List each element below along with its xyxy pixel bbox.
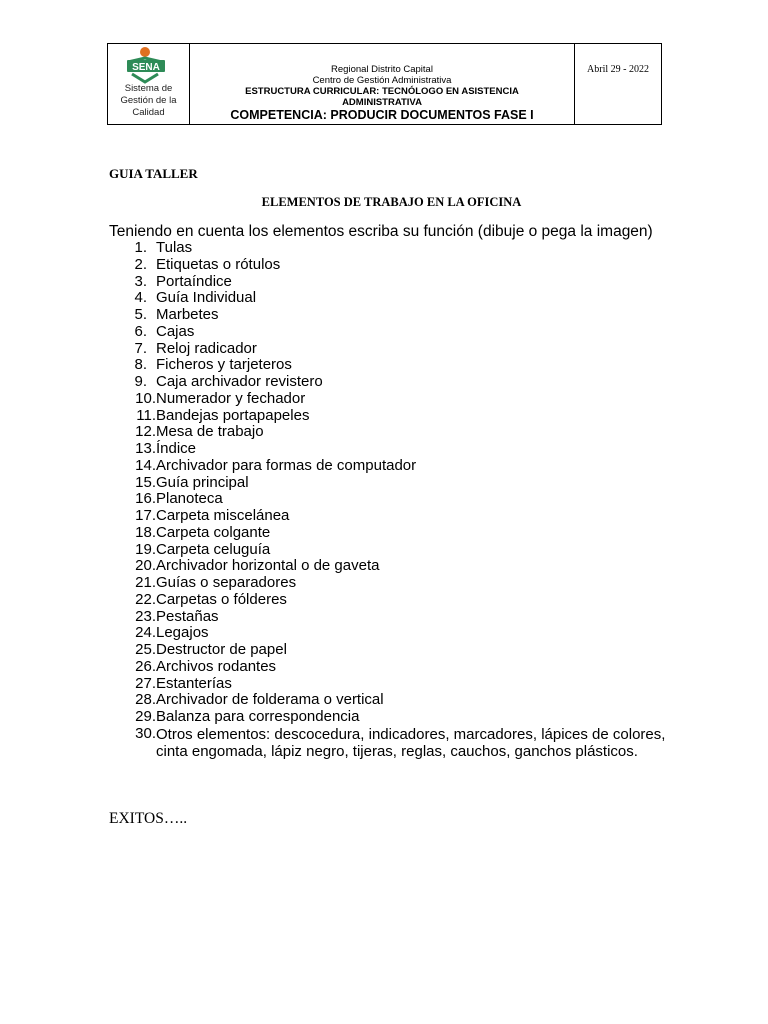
document-header: [107, 43, 662, 125]
list-item-text: Carpeta colgante: [156, 523, 271, 541]
list-item-number: 24.: [135, 624, 156, 642]
list-item-text: Planoteca: [156, 490, 223, 508]
list-item-number: 30.: [135, 724, 156, 742]
elements-list: [109, 240, 669, 760]
list-item-number: 20.: [135, 557, 156, 575]
list-item: [109, 475, 669, 492]
list-item: [109, 424, 669, 441]
list-item-number: 2.: [134, 255, 147, 273]
list-item-number: 9.: [134, 373, 147, 390]
list-item-text: Guía Individual: [156, 289, 257, 307]
list-item: [109, 692, 669, 709]
list-item-number: 13.: [135, 440, 156, 457]
logo-caption-line: Gestión de la: [120, 95, 177, 106]
list-item: [109, 508, 669, 525]
list-item-number: 1.: [134, 239, 147, 256]
list-item-number: 17.: [135, 507, 156, 524]
list-item: [109, 575, 669, 592]
competency-title: COMPETENCIA: PRODUCIR DOCUMENTOS FASE I: [230, 108, 534, 122]
list-item-number: 10.: [135, 389, 156, 407]
list-item-number: 26.: [135, 657, 156, 675]
list-item-text: Reloj radicador: [156, 339, 257, 357]
list-item: [109, 240, 669, 257]
list-item: [109, 609, 669, 626]
list-item: [109, 290, 669, 307]
list-item: [109, 542, 669, 559]
list-item-number: 23.: [135, 607, 156, 625]
list-item-text: Portaíndice: [156, 272, 232, 290]
list-item-number: 29.: [135, 708, 156, 725]
list-item: [109, 592, 669, 609]
logo-caption: [108, 83, 189, 119]
logo-cell: [108, 44, 190, 124]
regional-name: Regional Distrito Capital: [331, 64, 433, 75]
list-item-number: 27.: [135, 674, 156, 692]
list-item-text: Caja archivador revistero: [156, 373, 323, 390]
list-item-number: 16.: [135, 490, 156, 508]
list-item: [109, 324, 669, 341]
list-item-text: Marbetes: [156, 306, 219, 323]
list-item: [109, 525, 669, 542]
list-item: [109, 374, 669, 391]
list-item-number: 18.: [135, 523, 156, 541]
list-item-number: 15.: [135, 473, 156, 491]
list-item-text: Archivador de folderama o vertical: [156, 691, 384, 709]
list-item: [109, 676, 669, 693]
list-item-text: Guías o separadores: [156, 574, 297, 591]
header-center: [190, 44, 575, 124]
list-item-number: 12.: [135, 423, 156, 441]
list-item-number: 6.: [134, 322, 147, 340]
list-item: [109, 441, 669, 458]
closing-text: EXITOS…..: [109, 810, 188, 827]
list-item-number: 28.: [135, 691, 156, 709]
list-item-text: Pestañas: [156, 607, 219, 625]
list-item-text: Cajas: [156, 322, 195, 340]
list-item-text: Carpeta celuguía: [156, 540, 271, 558]
list-item: [109, 257, 669, 274]
curricular-structure: ESTRUCTURA CURRICULAR: TECNÓLOGO EN ASISTENCIA ADMINISTRATIVA: [245, 86, 519, 108]
list-item: [109, 558, 669, 575]
list-item-number: 14.: [135, 456, 156, 474]
list-item-text: Archivador para formas de computador: [156, 456, 417, 474]
list-item-text: Archivos rodantes: [156, 657, 277, 675]
list-item-text: Etiquetas o rótulos: [156, 255, 281, 273]
list-item: [109, 642, 669, 659]
list-item: [109, 408, 669, 425]
list-item-text: Mesa de trabajo: [156, 423, 264, 441]
guide-label: GUIA TALLER: [109, 166, 198, 181]
list-item: [109, 391, 669, 408]
list-item-text: Balanza para correspondencia: [156, 708, 360, 725]
list-item-text: Índice: [156, 440, 197, 457]
instructions-text: Teniendo en cuenta los elementos escriba su función (dibuje o pega la imagen): [109, 223, 653, 240]
list-item-text: Guía principal: [156, 473, 249, 491]
list-item-text: Carpeta miscelánea: [156, 507, 290, 524]
document-subtitle: ELEMENTOS DE TRABAJO EN LA OFICINA: [261, 195, 522, 209]
list-item-text: Tulas: [156, 239, 193, 256]
list-item-text: Numerador y fechador: [156, 389, 306, 407]
list-item: [109, 709, 669, 726]
list-item: [109, 341, 669, 358]
list-item-number: 8.: [134, 356, 147, 374]
list-item-text: Archivador horizontal o de gaveta: [156, 557, 380, 575]
logo-caption-line: Sistema de: [124, 83, 173, 94]
list-item-text: Ficheros y tarjeteros: [156, 356, 292, 374]
logo-text: SENA: [132, 62, 160, 73]
list-item: [109, 458, 669, 475]
list-item: [109, 491, 669, 508]
list-item: [109, 726, 669, 760]
list-item-number: 4.: [134, 289, 147, 307]
list-item-text: Otros elementos: descocedura, indicadores, marcadores, lápices de colores, cinta engomada, lápiz negro, tijeras, reglas, cauchos, ganchos plásticos.: [156, 725, 666, 760]
list-item: [109, 307, 669, 324]
list-item-text: Destructor de papel: [156, 641, 287, 658]
list-item-text: Legajos: [156, 624, 209, 642]
header-date: Abril 29 - 2022: [587, 64, 649, 75]
list-item-number: 5.: [134, 306, 147, 323]
list-item-text: Bandejas portapapeles: [156, 406, 310, 424]
list-item: [109, 357, 669, 374]
list-item-number: 22.: [135, 590, 156, 608]
list-item-number: 3.: [134, 272, 147, 290]
center-name: Centro de Gestión Administrativa: [312, 75, 452, 86]
list-item-number: 11.: [136, 406, 156, 424]
list-item-number: 21.: [135, 574, 156, 591]
list-item-number: 7.: [134, 339, 147, 357]
sena-logo-icon: [118, 46, 180, 84]
list-item-text: Estanterías: [156, 674, 232, 692]
list-item: [109, 659, 669, 676]
logo-caption-line: Calidad: [132, 107, 165, 118]
list-item: [109, 274, 669, 291]
list-item-number: 25.: [135, 641, 156, 658]
list-item-number: 19.: [135, 540, 156, 558]
list-item-text: Carpetas o fólderes: [156, 590, 287, 608]
list-item: [109, 625, 669, 642]
